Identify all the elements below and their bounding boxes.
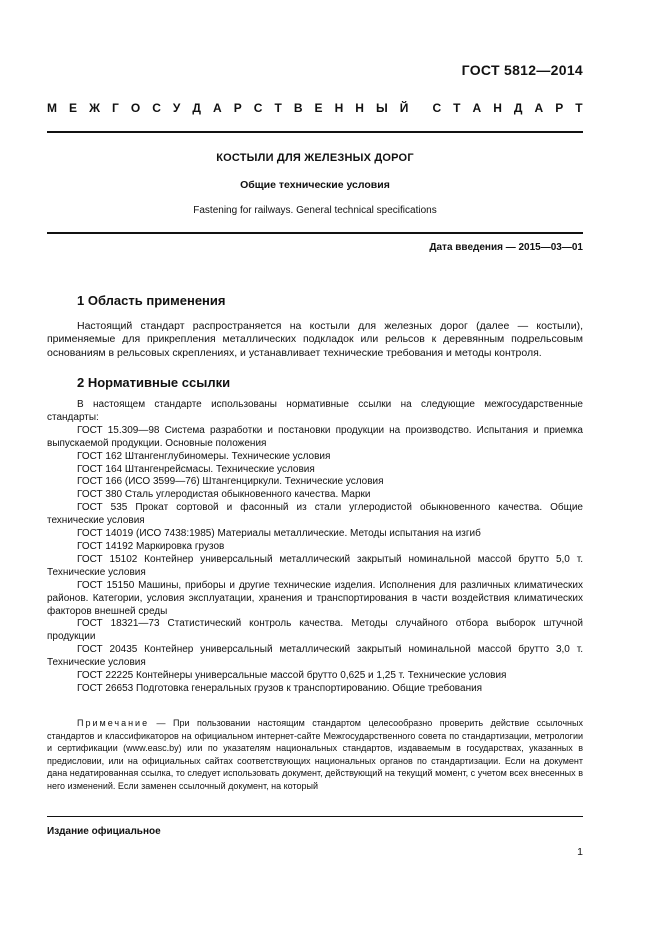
banner-letter: А xyxy=(212,101,222,115)
banner-letter: В xyxy=(293,101,303,115)
banner-letter: А xyxy=(534,101,544,115)
footer-rule xyxy=(47,816,583,817)
section-1-text: Настоящий стандарт распространяется на костыли для железных дорог (далее — костыли), применяемые для прикрепления металлических подкладок или рельсов к деревянным подрельсовым основаниям в рельсовых скреплениях, и устанавливает технические требования и методы контроля. xyxy=(47,320,583,359)
banner-letter: А xyxy=(472,101,482,115)
introduction-date: Дата введения — 2015—03—01 xyxy=(429,242,583,253)
reference-item: ГОСТ 14019 (ИСО 7438:1985) Материалы металлические. Методы испытания на изгиб xyxy=(77,528,481,540)
references-list xyxy=(47,425,583,696)
banner-letter: Т xyxy=(453,101,461,115)
reference-item: ГОСТ 15102 Контейнер универсальный металлический закрытый номинальной массой брутто 5,0 т. Технические условия xyxy=(47,553,583,578)
banner-letter: Н xyxy=(493,101,502,115)
banner-letter: Ы xyxy=(375,101,388,115)
banner-letter: Т xyxy=(575,101,583,115)
banner-letter: С xyxy=(152,101,161,115)
document-title: КОСТЫЛИ ДЛЯ ЖЕЛЕЗНЫХ ДОРОГ xyxy=(216,152,414,164)
reference-item: ГОСТ 20435 Контейнер универсальный металлический закрытый номинальной массой брутто 3,0 т. Технические условия xyxy=(47,644,583,669)
reference-item: ГОСТ 380 Сталь углеродистая обыкновенного качества. Марки xyxy=(77,489,371,501)
banner-letter: Н xyxy=(355,101,364,115)
reference-item: ГОСТ 164 Штангенрейсмасы. Технические условия xyxy=(77,463,315,475)
reference-item: ГОСТ 535 Прокат сортовой и фасонный из стали углеродистой обыкновенного качества. Общие технические условия xyxy=(47,502,583,527)
section-1-heading: 1 Область применения xyxy=(77,293,226,308)
banner-letter: Т xyxy=(274,101,282,115)
reference-item: ГОСТ 22225 Контейнеры универсальные массой брутто 0,625 и 1,25 т. Технические условия xyxy=(77,670,507,682)
reference-item: ГОСТ 18321—73 Статистический контроль качества. Методы случайного отбора выборок штучной продукции xyxy=(47,618,583,643)
reference-item: ГОСТ 14192 Маркировка грузов xyxy=(77,540,225,552)
reference-item: ГОСТ 166 (ИСО 3599—76) Штангенциркули. Технические условия xyxy=(77,476,384,488)
banner-letter: Е xyxy=(69,101,78,115)
note-text: — При пользовании настоящим стандартом целесообразно проверить действие ссылочных стандартов и классификаторов на официальном интернет-сайте Межгосударственного совета по стандартизации, метрологии и сертификации (www.easc.by) или по указателям национальных стандартов, издаваемым в государствах, указанных в предисловии, или на официальных сайтах соответствующих национальных органов по стандартизации. Если на документ дана недатированная ссылка, то следует использовать документ, действующий на текущий момент, с учетом всех внесенных в него изменений. Если заменен ссылочный документ, на который xyxy=(47,718,583,791)
gost-number: ГОСТ 5812—2014 xyxy=(461,62,583,78)
banner-letter: Ж xyxy=(89,101,100,115)
banner-letter: Е xyxy=(314,101,323,115)
reference-item: ГОСТ 162 Штангенглубиномеры. Технические условия xyxy=(77,450,331,462)
banner-letter: Г xyxy=(111,101,119,115)
references-note xyxy=(47,717,583,793)
banner-letter: С xyxy=(432,101,442,115)
banner-letter: Н xyxy=(334,101,344,115)
reference-item: ГОСТ 15150 Машины, приборы и другие технические изделия. Исполнения для различных климатических районов. Категории, условия эксплуатации, хранения и транспортирования в части воздействия климатических факторов внешней среды xyxy=(47,579,583,617)
header-rule-top xyxy=(47,131,583,133)
banner-letter: С xyxy=(253,101,263,115)
reference-item: ГОСТ 26653 Подготовка генеральных грузов к транспортированию. Общие требования xyxy=(77,682,483,694)
interstate-standard-banner xyxy=(47,101,583,115)
banner-letter: Р xyxy=(555,101,564,115)
document-subtitle: Общие технические условия xyxy=(240,179,390,191)
section-2-heading: 2 Нормативные ссылки xyxy=(77,375,231,390)
title-rule-bottom xyxy=(47,232,583,234)
reference-item: ГОСТ 15.309—98 Система разработки и постановки продукции на производство. Испытания и приемка выпускаемой продукции. Основные положения xyxy=(47,424,583,449)
references-lead: В настоящем стандарте использованы нормативные ссылки на следующие межгосударственные стандарты: xyxy=(47,399,583,423)
banner-letter: Д xyxy=(192,101,201,115)
edition-label: Издание официальное xyxy=(47,826,161,837)
banner-letter: Й xyxy=(399,101,409,115)
banner-letter: М xyxy=(47,101,57,115)
document-title-english: Fastening for railways. General technical specifications xyxy=(193,205,437,216)
page-number: 1 xyxy=(577,846,583,858)
banner-letter: У xyxy=(172,101,181,115)
banner-letter: О xyxy=(130,101,141,115)
banner-letter: Р xyxy=(233,101,242,115)
normative-references xyxy=(47,399,583,696)
note-label: Примечание xyxy=(77,718,150,728)
banner-letter: Д xyxy=(513,101,523,115)
